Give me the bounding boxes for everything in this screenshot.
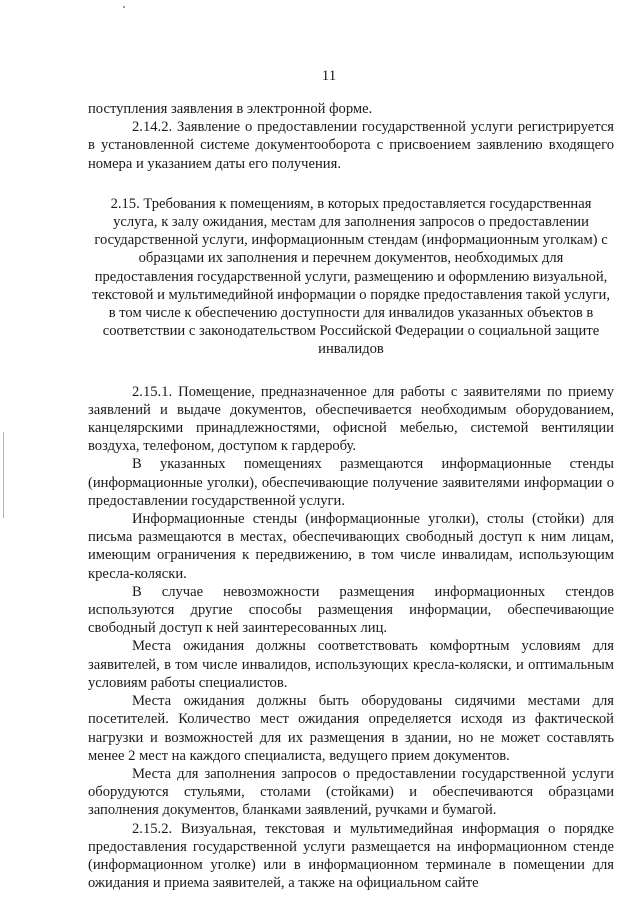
paragraph-waiting-seats: Места ожидания должны быть оборудованы сидячими местами для посетителей. Количество мест ожидания определяется исходя из фактической нагрузки и возможностей для их размещения в здании, но не может составлять менее 2 мест на каждого специалиста, ведущего прием документов. [88, 693, 614, 764]
paragraph-alternative-methods: В случае невозможности размещения информационных стендов используются другие способы размещения информации, обеспечивающие свободный доступ к ней заинтересованных лиц. [88, 583, 614, 637]
scan-speck [123, 6, 125, 8]
paragraph-2-15-1: 2.15.1. Помещение, предназначенное для работы с заявителями по приему заявлений и выдаче документов, обеспечивается необходимым оборудованием, канцелярскими принадлежностями, офисной мебелью, системой вентиляции воздуха, телефоном, доступом к гардеробу. [88, 383, 614, 455]
paragraph-stands-placement: Информационные стенды (информационные уголки), столы (стойки) для письма размещаются в местах, обеспечивающих свободный доступ к ним лицам, имеющим ограничения к передвижению, в том числе инвалидам, использующим кресла-коляски. [88, 511, 614, 582]
binding-edge-mark [3, 432, 4, 518]
paragraph-waiting-comfort: Места ожидания должны соответствовать комфортным условиям для заявителей, в том числе инвалидов, использующих кресла-коляски, и оптимальным условиям работы специалистов. [88, 638, 614, 691]
page-number: 11 [321, 68, 337, 84]
document-body [88, 100, 614, 892]
section-heading-2-15: 2.15. Требования к помещениям, в которых предоставляется государственная услуга, к залу ожидания, местам для заполнения запросов о предоставлении государственной услуги, информационным стендам (информационным уголкам) с образцами их заполнения и перечнем документов, необходимых для предоставления государственной услуги, размещению и оформлению визуальной, текстовой и мультимедийной информации о порядке предоставления такой услуги, в том числе к обеспечению доступности для инвалидов указанных объектов в соответствии с законодательством Российской Федерации о социальной защите инвалидов [92, 195, 610, 358]
paragraph-2-14-2: 2.14.2. Заявление о предоставлении государственной услуги регистрируется в установленной системе документооборота с присвоением заявлению входящего номера и указанием даты его получения. [88, 119, 614, 172]
paragraph-request-filling-places: Места для заполнения запросов о предоставлении государственной услуги оборудуются стульями, столами (стойками) и обеспечиваются образцами заполнения документов, бланками заявлений, ручками и бумагой. [88, 765, 614, 819]
paragraph-continuation: поступления заявления в электронной форме. [88, 101, 373, 117]
paragraph-info-stands: В указанных помещениях размещаются информационные стенды (информационные уголки), обеспечивающие получение заявителями информации о предоставлении государственной услуги. [88, 456, 614, 509]
paragraph-2-15-2: 2.15.2. Визуальная, текстовая и мультимедийная информация о порядке предоставления государственной услуги размещается на информационном стенде (информационном уголке) или в информационном терминале в помещении для ожидания и приема заявителей, а также на официальном сайте [88, 820, 614, 892]
